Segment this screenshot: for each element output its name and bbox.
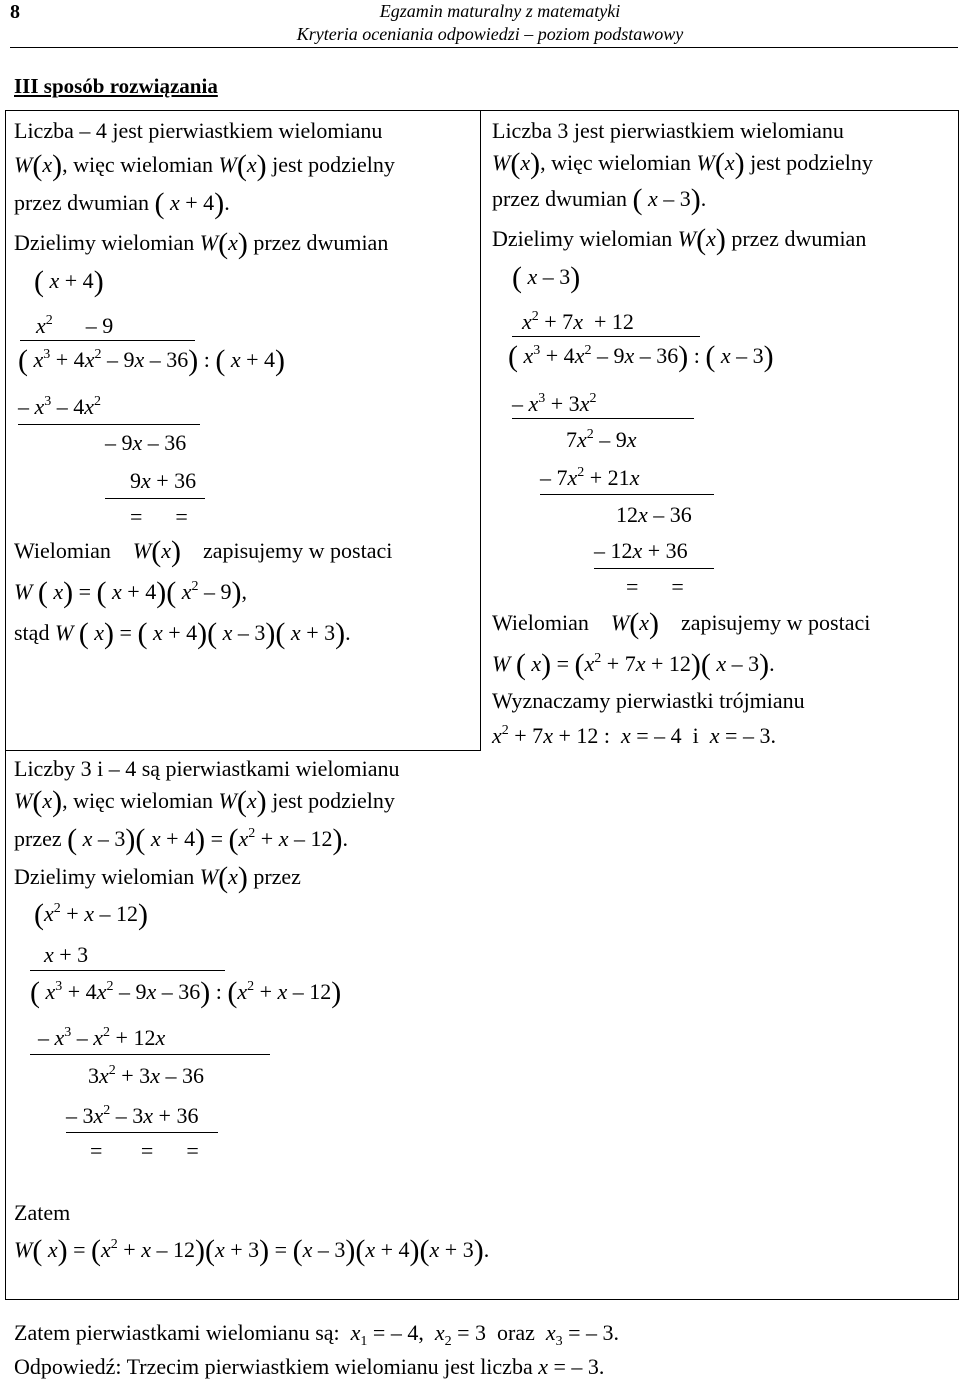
header-rule	[10, 47, 958, 48]
left-mid-quotient: x + 3	[44, 942, 89, 967]
right-dividend: ( $x^3 + 4x^2 - 9x - 36$) : ( x – 3)	[508, 340, 774, 373]
left-top-line-1: Liczba – 4 jest pierwiastkiem wielomianu	[14, 118, 383, 143]
right-quotient: $x^2 + 7x + 12$	[522, 309, 634, 334]
footer-roots: Zatem pierwiastkami wielomianu są: $x_1$ = – 4, $x_2 = 3$ oraz $x_3$ = – 3.	[14, 1320, 620, 1349]
column-divider	[480, 110, 481, 750]
left-top-wielomian: Wielomian W(x) zapisujemy w postaci	[14, 535, 393, 568]
header-line-1: Egzamin maturalny z matematyki	[379, 1, 621, 21]
right-roots: $x^2 + 7x + 12$ : x = – 4 i x = – 3.	[492, 723, 776, 748]
left-mid-line-3: przez ( x – 3)( $x + 4) = (x^2 + x - 12)$.	[14, 823, 348, 856]
page-number: 8	[10, 1, 20, 23]
left-dividend: ( $x^3 + 4x^2 - 9x - 36$) : ( x + 4)	[18, 344, 286, 377]
right-wielomian: Wielomian W(x) zapisujemy w postaci	[492, 607, 871, 640]
header-line-2: Kryteria oceniania odpowiedzi – poziom podstawowy	[296, 24, 684, 44]
right-factorization: W ( $x) = (x^2 + 7x + 12)$( x – 3).	[492, 648, 775, 681]
right-line-3: przez dwumian ( x – 3).	[492, 183, 707, 216]
left-top-factor-1: W ( x) = ( x + 4)( $x^2 - 9$),	[14, 576, 247, 609]
left-top-divisor: ( x + 4)	[34, 265, 104, 298]
right-line-1: Liczba 3 jest pierwiastkiem wielomianu	[492, 118, 844, 143]
left-top-line-2: W(x), więc wielomian W(x) jest podzielny	[14, 149, 395, 182]
left-mid-line-2: W(x), więc wielomian W(x) jest podzielny	[14, 785, 395, 818]
left-top-factor-2: stąd W ( x) = ( x + 4)( x – 3)( x + 3).	[14, 617, 351, 650]
footer-answer: Odpowiedź: Trzecim pierwiastkiem wielomianu jest liczba x = – 3.	[14, 1354, 605, 1379]
left-mid-line-4: Dzielimy wielomian W(x) przez	[14, 861, 301, 894]
left-mid-line-1: Liczby 3 i – 4 są pierwiastkami wielomianu	[14, 756, 400, 781]
right-line-4: Dzielimy wielomian W(x) przez dwumian	[492, 223, 867, 256]
section-title: III sposób rozwiązania	[14, 74, 218, 98]
left-mid-dividend: ( $x^3 + 4x^2 - 9x - 36$) : $(x^2 + x - 12)$	[30, 976, 342, 1009]
left-top-line-4: Dzielimy wielomian W(x) przez dwumian	[14, 227, 389, 260]
left-quotient: $x^2$ – 9	[36, 313, 114, 338]
right-wyznaczamy: Wyznaczamy pierwiastki trójmianu	[492, 688, 805, 713]
row-divider	[5, 750, 481, 751]
final-factorization: W( $x) = (x^2 + x - 12)(x + 3) = (x - 3)(x + 4)(x + 3)$.	[14, 1234, 490, 1267]
zatem-label: Zatem	[14, 1200, 71, 1225]
right-line-2: W(x), więc wielomian W(x) jest podzielny	[492, 147, 873, 180]
left-top-line-3: przez dwumian ( x + 4).	[14, 187, 230, 220]
